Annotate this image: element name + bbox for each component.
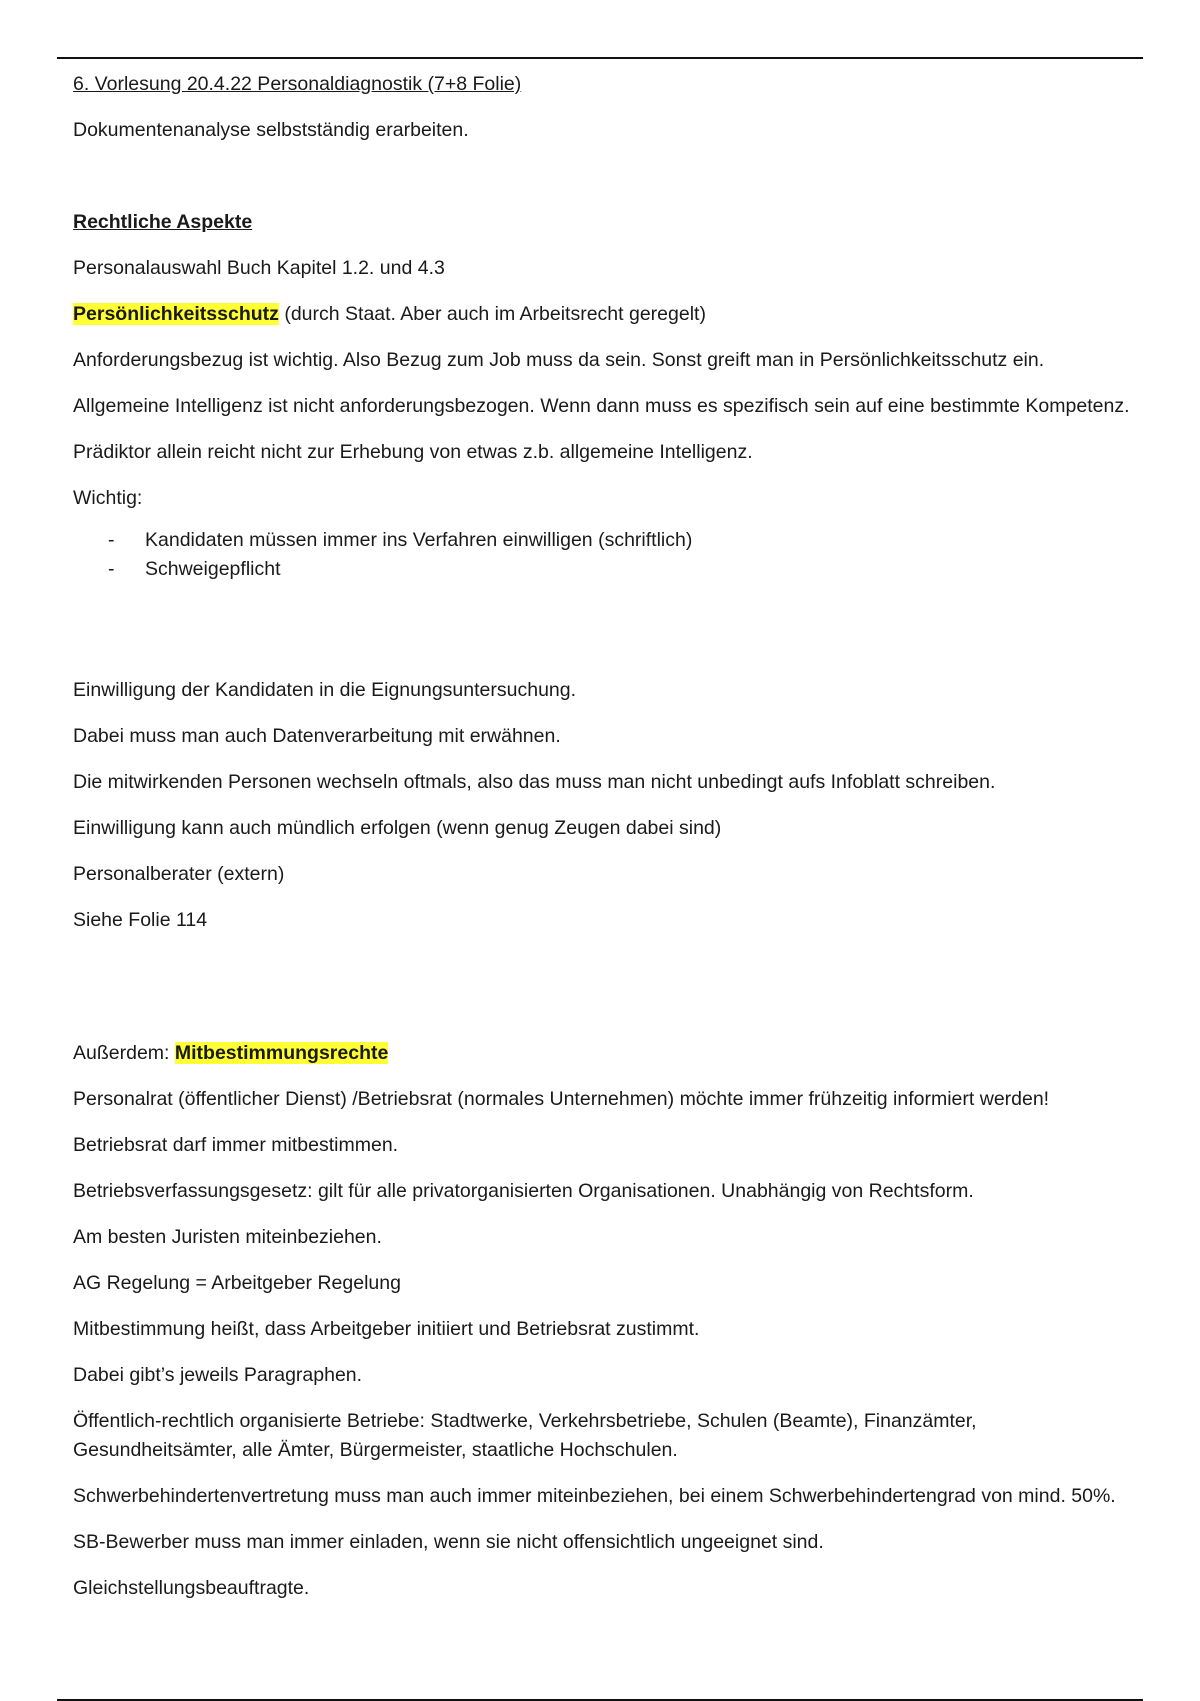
top-rule bbox=[57, 57, 1143, 59]
paragraph: AG Regelung = Arbeitgeber Regelung bbox=[73, 1272, 401, 1294]
document-page bbox=[73, 70, 1133, 1620]
paragraph: Einwilligung kann auch mündlich erfolgen (wenn genug Zeugen dabei sind) bbox=[73, 817, 722, 839]
paragraph: Prädiktor allein reicht nicht zur Erhebung von etwas z.b. allgemeine Intelligenz. bbox=[73, 441, 753, 463]
paragraph: Am besten Juristen miteinbeziehen. bbox=[73, 1226, 382, 1248]
paragraph: Dabei gibt’s jeweils Paragraphen. bbox=[73, 1364, 363, 1386]
lecture-title: 6. Vorlesung 20.4.22 Personaldiagnostik (7+8 Folie) bbox=[73, 73, 522, 95]
bullet-list bbox=[73, 526, 1133, 584]
paragraph: Personalauswahl Buch Kapitel 1.2. und 4.3 bbox=[73, 257, 445, 279]
paragraph: Wichtig: bbox=[73, 487, 143, 509]
dash-marker: - bbox=[108, 558, 115, 580]
list-item-text: Schweigepflicht bbox=[145, 558, 281, 580]
lead-text: Außerdem: bbox=[73, 1042, 175, 1064]
highlighted-term: Mitbestimmungsrechte bbox=[174, 1042, 389, 1064]
paragraph: Allgemeine Intelligenz ist nicht anforderungsbezogen. Wenn dann muss es spezifisch sein auf eine bestimmte Kompetenz. bbox=[73, 395, 1130, 417]
paragraph: Gleichstellungsbeauftragte. bbox=[73, 1577, 310, 1599]
paragraph: Dabei muss man auch Datenverarbeitung mit erwähnen. bbox=[73, 725, 561, 747]
section-mitbestimmungsrechte bbox=[73, 1039, 1133, 1068]
list-item bbox=[73, 555, 1133, 584]
paragraph: Betriebsverfassungsgesetz: gilt für alle privatorganisierten Organisationen. Unabhängig von Rechtsform. bbox=[73, 1180, 974, 1202]
paragraph: Einwilligung der Kandidaten in die Eignungsuntersuchung. bbox=[73, 679, 577, 701]
paragraph: Personalberater (extern) bbox=[73, 863, 285, 885]
paragraph: Öffentlich-rechtlich organisierte Betriebe: Stadtwerke, Verkehrsbetriebe, Schulen (Beamte), Finanzämter, Gesundheitsämter, alle Ämter, Bürgermeister, staatliche Hochschulen. bbox=[73, 1410, 977, 1461]
list-item-text: Kandidaten müssen immer ins Verfahren einwilligen (schriftlich) bbox=[145, 529, 693, 551]
section-heading: Rechtliche Aspekte bbox=[73, 211, 253, 233]
dash-marker: - bbox=[108, 529, 115, 551]
paragraph: Schwerbehindertenvertretung muss man auch immer miteinbeziehen, bei einem Schwerbehindertengrad von mind. 50%. bbox=[73, 1485, 1116, 1507]
paragraph-persoenlichkeitsschutz bbox=[73, 300, 1133, 329]
paragraph: Betriebsrat darf immer mitbestimmen. bbox=[73, 1134, 399, 1156]
paragraph: Die mitwirkenden Personen wechseln oftmals, also das muss man nicht unbedingt aufs Infoblatt schreiben. bbox=[73, 771, 996, 793]
paragraph: SB-Bewerber muss man immer einladen, wenn sie nicht offensichtlich ungeeignet sind. bbox=[73, 1531, 824, 1553]
paragraph-text: (durch Staat. Aber auch im Arbeitsrecht geregelt) bbox=[278, 303, 706, 325]
highlighted-term: Persönlichkeitsschutz bbox=[73, 303, 279, 325]
list-item bbox=[73, 526, 1133, 555]
intro-text: Dokumentenanalyse selbstständig erarbeiten. bbox=[73, 119, 469, 141]
paragraph: Anforderungsbezug ist wichtig. Also Bezug zum Job muss da sein. Sonst greift man in Persönlichkeitsschutz ein. bbox=[73, 349, 1045, 371]
paragraph: Mitbestimmung heißt, dass Arbeitgeber initiiert und Betriebsrat zustimmt. bbox=[73, 1318, 700, 1340]
section-rechtliche-aspekte bbox=[73, 208, 1133, 237]
paragraph: Personalrat (öffentlicher Dienst) /Betriebsrat (normales Unternehmen) möchte immer frühzeitig informiert werden! bbox=[73, 1088, 1050, 1110]
paragraph: Siehe Folie 114 bbox=[73, 909, 208, 931]
